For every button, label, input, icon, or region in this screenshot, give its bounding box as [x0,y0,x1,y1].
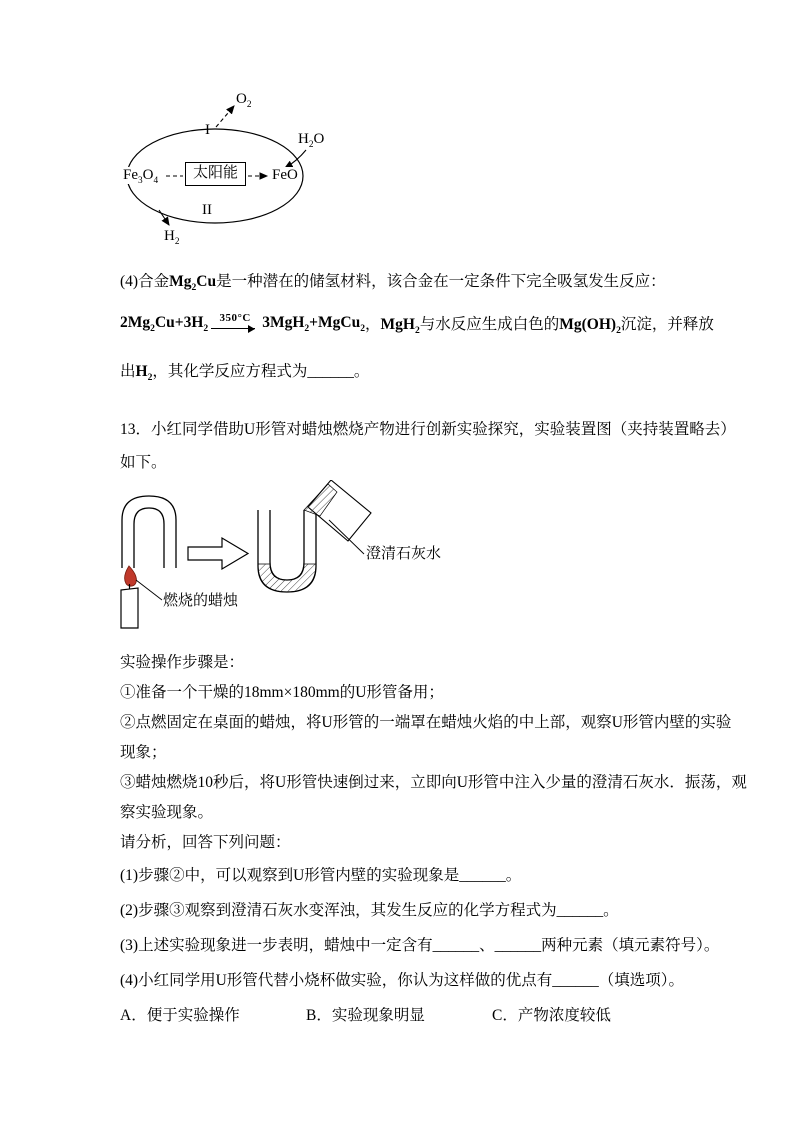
step-2-line2: 现象； [120,744,167,761]
q13-question-1: (1)步骤②中，可以观察到U形管内壁的实验现象是______。 [120,867,522,884]
limewater-label: 澄清石灰水 [366,546,442,562]
q13-header-line2: 如下。 [120,454,167,471]
step-1: ①准备一个干燥的18mm×180mm的U形管备用； [120,684,444,701]
h2-label: $H_2$ [164,228,180,247]
utube-experiment-diagram [116,480,456,642]
q13-question-4: (4)小红同学用U形管代替小烧杯做实验，你认为这样做的优点有______（填选项）。 [120,972,685,989]
q12-equation-tail: ，MgH$_2$与水反应生成白色的$Mg(OH)_2$沉淀，并释放 [365,316,714,337]
feo-label: FeO [272,167,298,183]
q13-question-2: (2)步骤③观察到澄清石灰水变浑浊，其发生反应的化学方程式为______。 [120,902,619,919]
h2o-label: $H_2O$ [298,131,325,150]
big-right-arrow [188,538,248,569]
arrow-line [211,324,259,334]
inverted-utube-outer [122,496,176,568]
h2-release-arrow [159,210,169,225]
burning-candle-label: 燃烧的蜡烛 [163,593,239,609]
iron-cycle-diagram [120,88,370,260]
q13-options-row [120,998,760,1033]
limewater-liquid [258,564,316,592]
reaction-arrow [211,312,259,334]
steps-title: 实验操作步骤是： [120,654,245,671]
candle-flame-icon [125,566,137,586]
step-3-line1: ③蜡烛燃烧10秒后，将U形管快速倒过来，立即向U形管中注入少量的澄清石灰水．振荡，观 [120,774,747,791]
option-b: B．实验现象明显 [306,1007,425,1024]
analysis-prompt: 请分析，回答下列问题： [120,834,291,851]
h2o-input-arrow [285,150,306,168]
q12-part4-line2: 出$H_2$，其化学反应方程式为______。 [120,363,370,384]
q12-part4-intro: (4)合金$Mg_2Cu$是一种潜在的储氢材料，该合金在一定条件下完全吸氢发生反应： [120,273,666,294]
solar-energy-box: 太阳能 [185,162,246,186]
option-a: A．便于实验操作 [120,1007,240,1024]
fe3o4-label: $Fe_3O_4$ [123,167,159,186]
inverted-utube-inner [134,508,164,568]
absorption-equation [120,312,365,334]
step-3-line2: 察实验现象。 [120,804,214,821]
equation-rhs: 3MgH$_2$+MgCu$_2$ [262,314,365,335]
cycle-step-ii-label: II [202,202,212,218]
candle-body [121,588,138,628]
question-12-part4 [120,266,740,388]
reaction-condition: 350°C [219,312,251,324]
o2-label: $O_2$ [236,91,252,110]
question-13-header [120,413,760,479]
candle-label-pointer [136,580,162,600]
q13-question-3: (3)上述实验现象进一步表明，蜡烛中一定含有______、______两种元素（填元素符号）。 [120,937,720,954]
q12-equation-line [120,298,740,348]
question-13-body [120,648,760,1033]
cycle-step-i-label: I [205,122,210,138]
option-c: C．产物浓度较低 [492,1007,611,1024]
equation-lhs: $2Mg_2Cu+3H_2$ [120,314,209,335]
utube-inner [270,510,304,580]
o2-release-arrow [216,106,234,127]
q13-header-line1: 13．小红同学借助U形管对蜡烛燃烧产物进行创新实验探究，实验装置图（夹持装置略去） [120,421,736,438]
step-2-line1: ②点燃固定在桌面的蜡烛，将U形管的一端罩在蜡烛火焰的中上部，观察U形管内壁的实验 [120,714,732,731]
